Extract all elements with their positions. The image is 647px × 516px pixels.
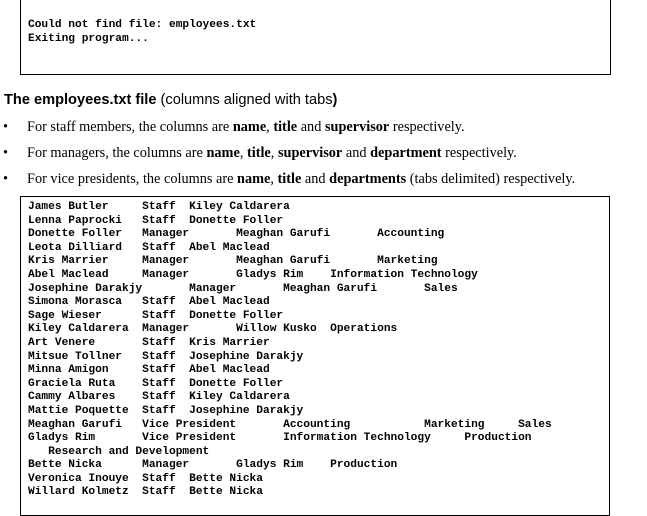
file-line: Bette Nicka Manager Gladys Rim Production: [28, 459, 398, 472]
file-line: Simona Morasca Staff Abel Maclead: [28, 296, 270, 309]
file-line: Research and Development: [28, 445, 210, 458]
section-heading: [4, 92, 337, 108]
file-line: Kris Marrier Manager Meaghan Garufi Marketing: [28, 255, 438, 268]
bullet-dot: •: [3, 171, 9, 187]
console-line: Exiting program...: [28, 32, 149, 45]
heading-close-paren: ): [332, 92, 338, 108]
file-line: Meaghan Garufi Vice President Accounting Marketing Sales: [28, 418, 552, 431]
file-line: Josephine Darakjy Manager Meaghan Garufi Sales: [28, 282, 458, 295]
bullet-text: For staff members, the columns are name, title and supervisor respectively.: [27, 119, 465, 135]
bullet-dot: •: [3, 119, 9, 135]
console-output-box: [20, 0, 611, 75]
file-line: Mattie Poquette Staff Josephine Darakjy: [28, 404, 304, 417]
bullet-dot: •: [3, 145, 9, 161]
file-line: Kiley Caldarera Manager Willow Kusko Operations: [28, 323, 398, 336]
bullet-text: For managers, the columns are name, title, supervisor and department respectively.: [27, 145, 517, 161]
employees-file-contents: [20, 196, 610, 516]
heading-open-paren: (: [156, 92, 166, 108]
file-line: Gladys Rim Vice President Information Technology Production: [28, 432, 532, 445]
file-line: Donette Foller Manager Meaghan Garufi Accounting: [28, 228, 445, 241]
file-line: Leota Dilliard Staff Abel Maclead: [28, 241, 270, 254]
file-line: James Butler Staff Kiley Caldarera: [28, 201, 290, 213]
heading-title: The employees.txt file: [4, 92, 157, 108]
heading-note: columns aligned with tabs: [165, 92, 333, 108]
file-line: Cammy Albares Staff Kiley Caldarera: [28, 391, 290, 404]
console-line: Could not find file: employees.txt: [28, 19, 257, 31]
file-line: Graciela Ruta Staff Donette Foller: [28, 377, 284, 390]
file-line: Abel Maclead Manager Gladys Rim Information Technology: [28, 268, 478, 281]
file-line: Mitsue Tollner Staff Josephine Darakjy: [28, 350, 304, 363]
file-line: Sage Wieser Staff Donette Foller: [28, 309, 284, 322]
file-line: Art Venere Staff Kris Marrier: [28, 336, 270, 349]
file-line: Minna Amigon Staff Abel Maclead: [28, 364, 270, 377]
bullet-text: For vice presidents, the columns are name, title and departments (tabs delimited) respectively.: [27, 171, 576, 187]
file-line: Willard Kolmetz Staff Bette Nicka: [28, 486, 263, 499]
file-line: Veronica Inouye Staff Bette Nicka: [28, 472, 263, 485]
file-line: Lenna Paprocki Staff Donette Foller: [28, 214, 284, 227]
